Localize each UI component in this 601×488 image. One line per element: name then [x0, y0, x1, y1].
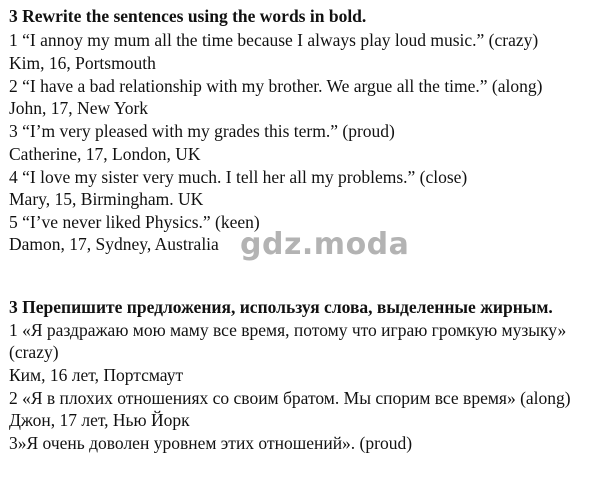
english-item-3-quote: 3 “I’m very pleased with my grades this term.” (proud): [9, 121, 395, 141]
russian-item-3-quote: 3»Я очень доволен уровнем этих отношений». (proud): [9, 433, 413, 453]
english-item-3-author: Catherine, 17, London, UK: [9, 144, 201, 164]
russian-item-1-keyword: (crazy): [9, 342, 59, 362]
english-item-1-author: Kim, 16, Portsmouth: [9, 53, 156, 73]
english-item-5-quote: 5 “I’ve never liked Physics.” (keen): [9, 212, 260, 232]
russian-heading: 3 Перепишите предложения, используя слова, выделенные жирным.: [9, 297, 553, 317]
russian-item-2-author: Джон, 17 лет, Нью Йорк: [9, 410, 190, 430]
english-item-5-author: Damon, 17, Sydney, Australia: [9, 234, 219, 254]
english-heading: 3 Rewrite the sentences using the words in bold.: [9, 6, 367, 26]
russian-item-1-quote: 1 «Я раздражаю мою маму все время, потому что играю громкую музыку»: [9, 320, 567, 340]
english-item-4-author: Mary, 15, Birmingham. UK: [9, 189, 204, 209]
russian-item-1-author: Ким, 16 лет, Портсмаут: [9, 365, 184, 385]
english-item-2-author: John, 17, New York: [9, 98, 149, 118]
english-item-2-quote: 2 “I have a bad relationship with my brother. We argue all the time.” (along): [9, 76, 543, 96]
russian-item-2-quote: 2 «Я в плохих отношениях со своим братом. Мы спорим все время» (along): [9, 388, 571, 408]
gdz-moda-watermark: gdz.moda: [240, 227, 410, 262]
english-item-4-quote: 4 “I love my sister very much. I tell her all my problems.” (close): [9, 167, 468, 187]
english-item-1-quote: 1 “I annoy my mum all the time because I always play loud music.” (crazy): [9, 30, 539, 50]
